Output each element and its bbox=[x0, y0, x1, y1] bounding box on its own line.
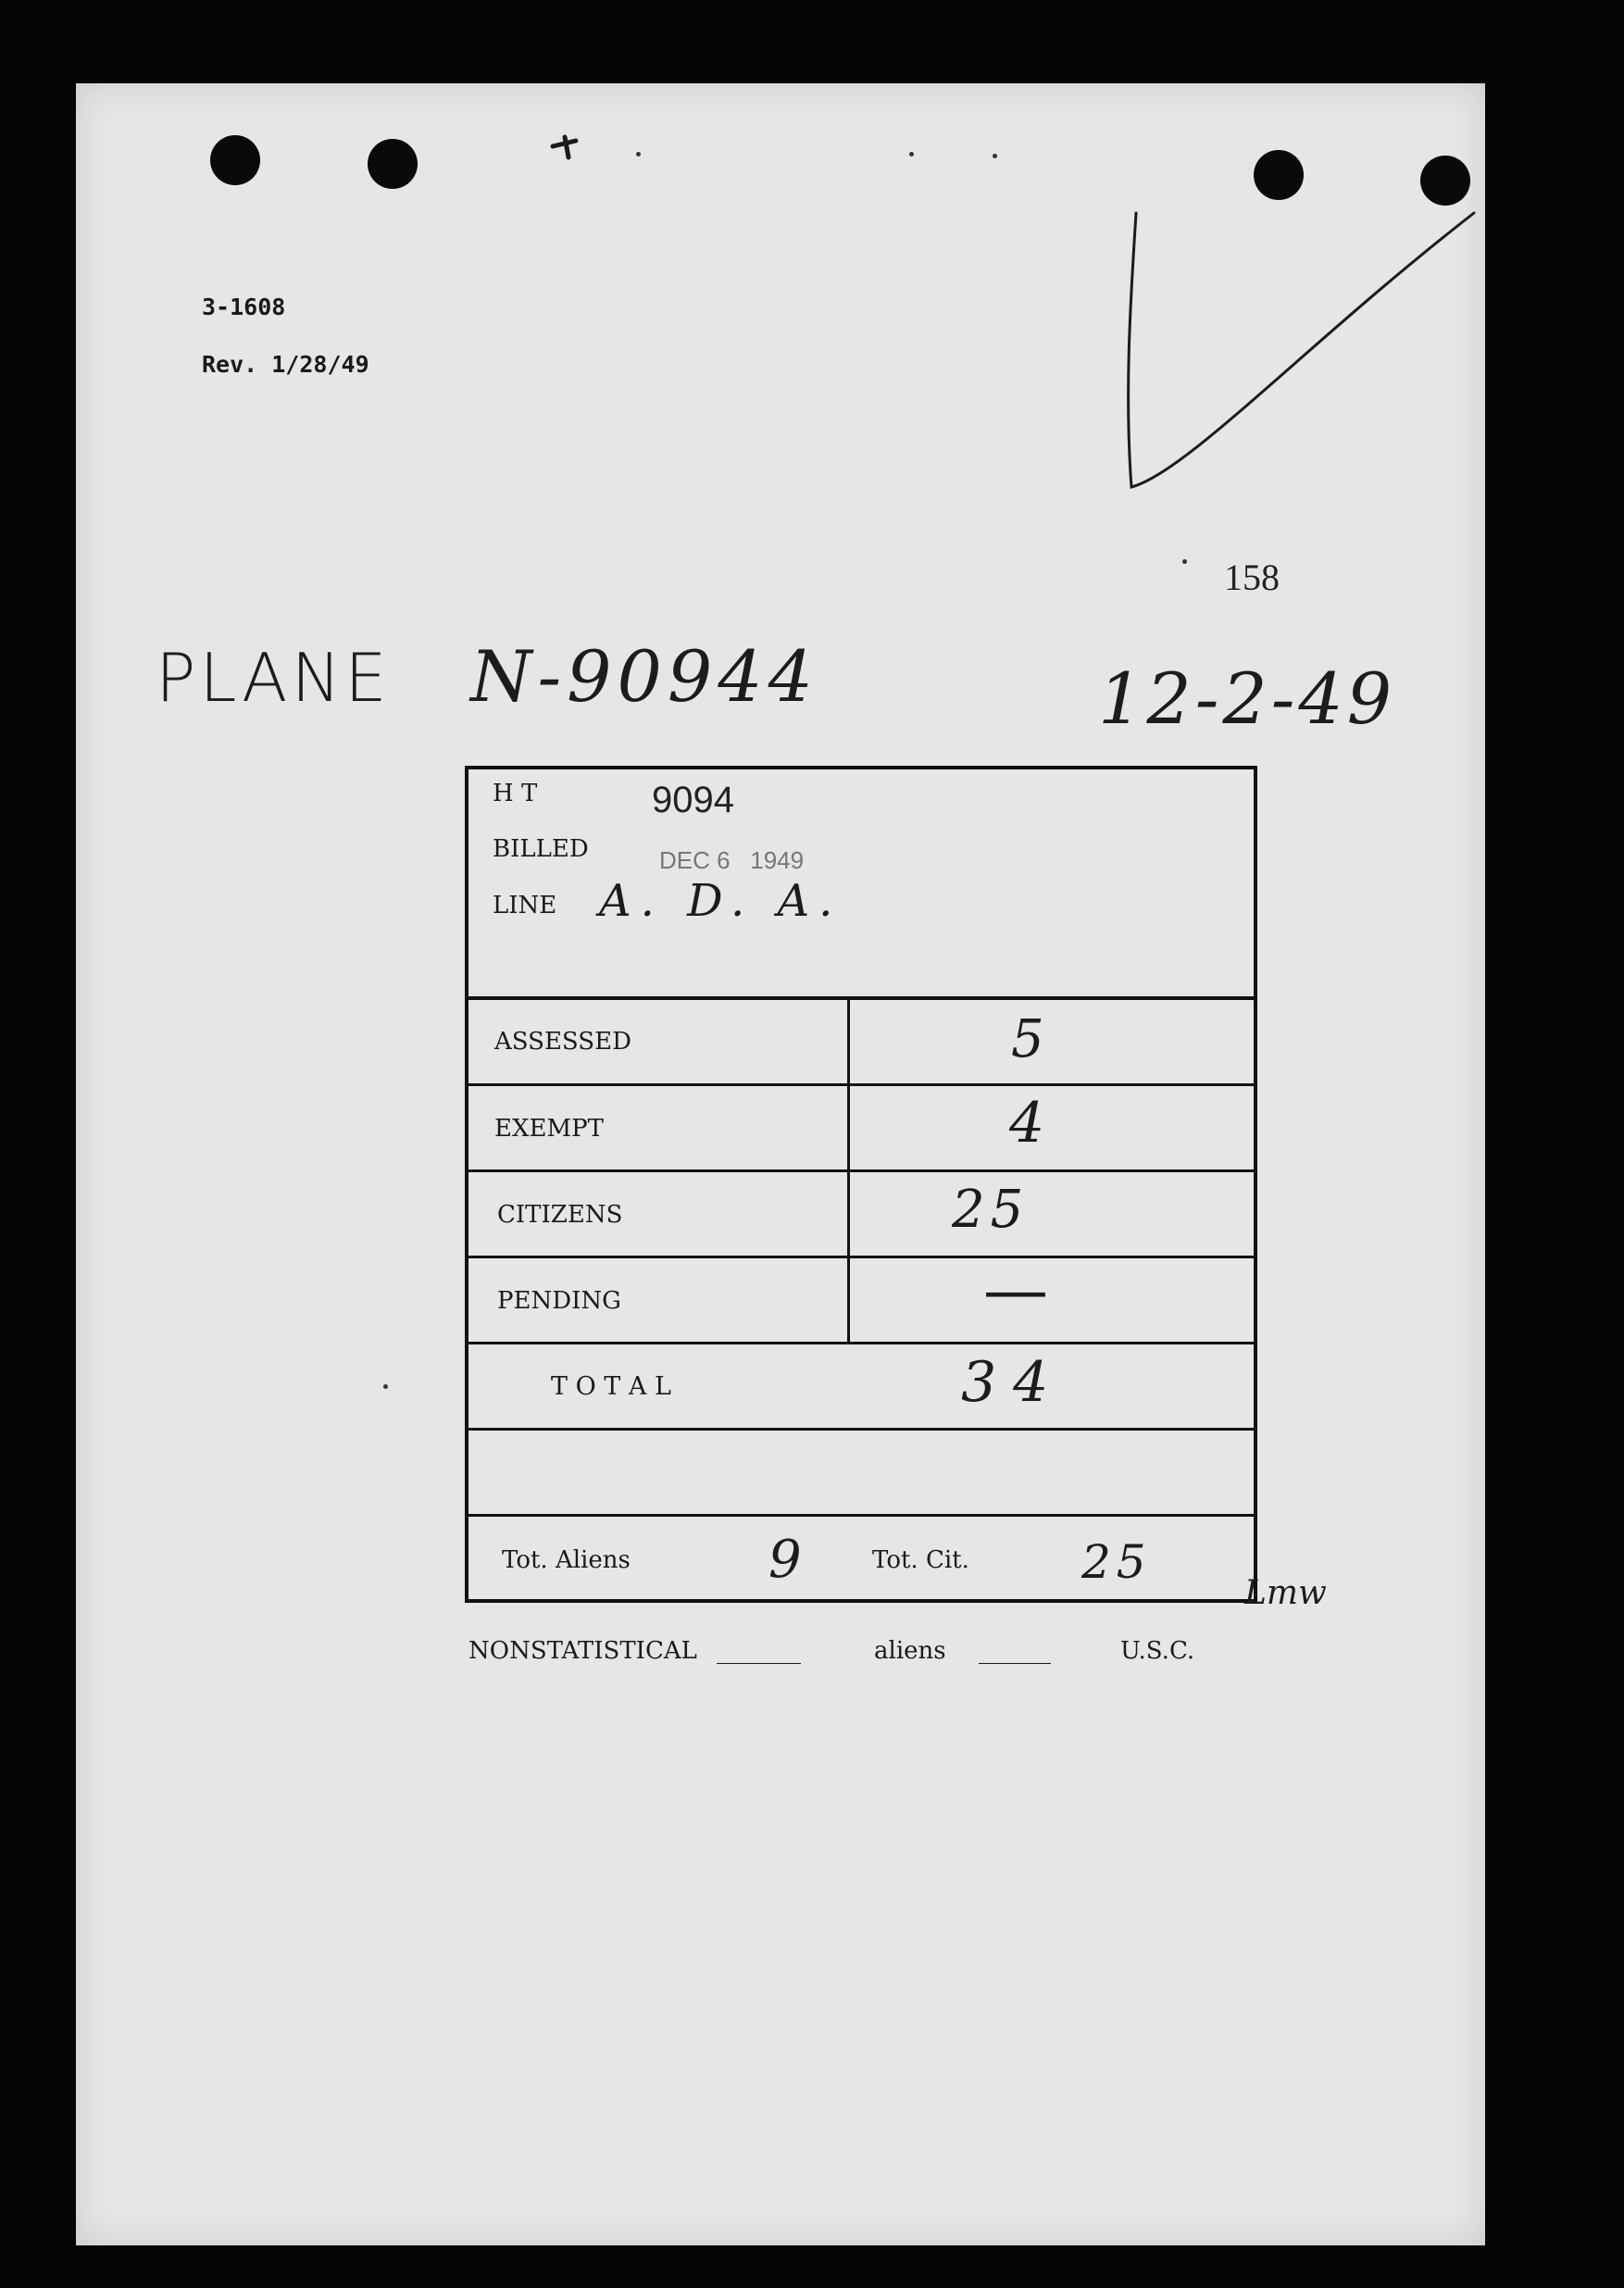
plane-label: PLANE bbox=[156, 639, 391, 717]
ht-value: 9094 bbox=[652, 780, 734, 820]
row-divider bbox=[465, 1514, 1257, 1517]
total-value: 34 bbox=[961, 1350, 1066, 1415]
nonstatistical-label: NONSTATISTICAL bbox=[468, 1637, 697, 1665]
initials: Lmw bbox=[1244, 1574, 1327, 1612]
row-divider bbox=[465, 1428, 1257, 1431]
line-value: A. D. A. bbox=[599, 875, 843, 927]
usc-blank: ______ bbox=[979, 1637, 1051, 1665]
tot-aliens-value: 9 bbox=[768, 1530, 802, 1590]
row-divider bbox=[465, 996, 1257, 1000]
exempt-label: EXEMPT bbox=[494, 1115, 604, 1143]
billed-date-stamp: DEC 6 1949 bbox=[659, 846, 805, 874]
citizens-value: 25 bbox=[952, 1180, 1030, 1240]
row-divider bbox=[465, 1083, 1257, 1086]
assessed-value: 5 bbox=[1011, 1009, 1044, 1069]
total-label: T O T A L bbox=[551, 1372, 671, 1401]
page-number: 158 bbox=[1224, 556, 1280, 598]
ht-label: H T bbox=[493, 780, 538, 807]
box-left-border bbox=[465, 766, 468, 1603]
box-top-border bbox=[465, 766, 1257, 769]
form-number: 3-1608 bbox=[202, 294, 286, 320]
row-divider bbox=[465, 1256, 1257, 1258]
aliens-label: aliens bbox=[874, 1637, 946, 1665]
form-sheet bbox=[76, 83, 1485, 2245]
paper-speck bbox=[383, 1384, 388, 1389]
assessed-label: ASSESSED bbox=[494, 1028, 631, 1056]
box-bottom-border bbox=[465, 1599, 1257, 1603]
citizens-label: CITIZENS bbox=[497, 1201, 623, 1229]
tot-cit-value: 25 bbox=[1081, 1535, 1152, 1589]
plane-number: N-90944 bbox=[470, 635, 818, 718]
column-divider bbox=[847, 996, 850, 1342]
pending-label: PENDING bbox=[497, 1287, 621, 1315]
pending-value: — bbox=[983, 1252, 1048, 1328]
billed-label: BILLED bbox=[493, 835, 589, 863]
tot-cit-label: Tot. Cit. bbox=[872, 1546, 969, 1574]
form-revision: Rev. 1/28/49 bbox=[202, 351, 369, 378]
line-label: LINE bbox=[493, 892, 557, 919]
row-divider bbox=[465, 1169, 1257, 1172]
row-divider bbox=[465, 1342, 1257, 1344]
nonstatistical-blank: _______ bbox=[717, 1637, 801, 1665]
usc-label: U.S.C. bbox=[1120, 1637, 1195, 1665]
exempt-value: 4 bbox=[1009, 1091, 1045, 1156]
box-right-border bbox=[1254, 766, 1257, 1603]
tot-aliens-label: Tot. Aliens bbox=[502, 1546, 631, 1574]
handwritten-date: 12-2-49 bbox=[1098, 657, 1396, 740]
